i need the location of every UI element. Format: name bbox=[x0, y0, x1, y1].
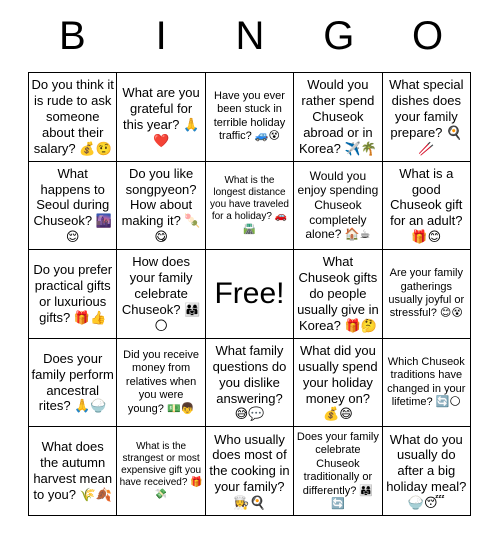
bingo-cell[interactable]: Would you enjoy spending Chuseok completely alone? 🏠☕ bbox=[294, 162, 382, 251]
header-letter-b: B bbox=[59, 14, 86, 58]
bingo-cell[interactable]: Did you receive money from relatives when you were young? 💵👦 bbox=[117, 339, 205, 428]
bingo-cell[interactable]: Would you rather spend Chuseok abroad or in Korea? ✈️🌴 bbox=[294, 73, 382, 162]
bingo-cell[interactable]: What Chuseok gifts do people usually give in Korea? 🎁🤔 bbox=[294, 250, 382, 339]
bingo-cell[interactable]: Who usually does most of the cooking in your family? 👩‍🍳🍳 bbox=[206, 427, 294, 516]
bingo-cell[interactable]: Which Chuseok traditions have changed in your lifetime? 🔄🌕 bbox=[383, 339, 471, 428]
header-letter-o: O bbox=[412, 14, 444, 58]
header-letter-n: N bbox=[235, 14, 265, 58]
bingo-cell[interactable]: What is the strangest or most expensive gift you have received? 🎁💸 bbox=[117, 427, 205, 516]
bingo-cell[interactable]: What is the longest distance you have traveled for a holiday? 🚗🛣️ bbox=[206, 162, 294, 251]
bingo-cell[interactable]: Do you think it is rude to ask someone about their salary? 💰🤨 bbox=[29, 73, 117, 162]
header-letter-g: G bbox=[323, 14, 355, 58]
bingo-cell[interactable]: Do you prefer practical gifts or luxurious gifts? 🎁👍 bbox=[29, 250, 117, 339]
header-letter-i: I bbox=[155, 14, 167, 58]
bingo-cell[interactable]: What are you grateful for this year? 🙏❤️ bbox=[117, 73, 205, 162]
bingo-cell[interactable]: What did you usually spend your holiday money on? 💰😄 bbox=[294, 339, 382, 428]
bingo-cell[interactable]: Are your family gatherings usually joyful or stressful? 😊😵 bbox=[383, 250, 471, 339]
free-space[interactable]: Free! bbox=[206, 250, 294, 339]
bingo-cell[interactable]: What do you usually do after a big holiday meal? 🍚😴 bbox=[383, 427, 471, 516]
bingo-cell[interactable]: Have you ever been stuck in terrible holiday traffic? 🚙😵 bbox=[206, 73, 294, 162]
bingo-header bbox=[28, 0, 472, 72]
bingo-cell[interactable]: What happens to Seoul during Chuseok? 🌆😌 bbox=[29, 162, 117, 251]
bingo-cell[interactable]: Does your family celebrate Chuseok traditionally or differently? 👨‍👩‍👧🔄 bbox=[294, 427, 382, 516]
bingo-cell[interactable]: What does the autumn harvest mean to you? 🌾🍂 bbox=[29, 427, 117, 516]
bingo-cell[interactable]: Does your family perform ancestral rites? 🙏🍚 bbox=[29, 339, 117, 428]
bingo-grid bbox=[28, 72, 471, 516]
bingo-cell[interactable]: How does your family celebrate Chuseok? 👨‍👩‍👧🌕 bbox=[117, 250, 205, 339]
bingo-cell[interactable]: What is a good Chuseok gift for an adult? 🎁😊 bbox=[383, 162, 471, 251]
bingo-cell[interactable]: What family questions do you dislike answering? 😅💬 bbox=[206, 339, 294, 428]
bingo-cell[interactable]: What special dishes does your family prepare? 🍳🥢 bbox=[383, 73, 471, 162]
bingo-cell[interactable]: Do you like songpyeon? How about making it? 🍡😋 bbox=[117, 162, 205, 251]
